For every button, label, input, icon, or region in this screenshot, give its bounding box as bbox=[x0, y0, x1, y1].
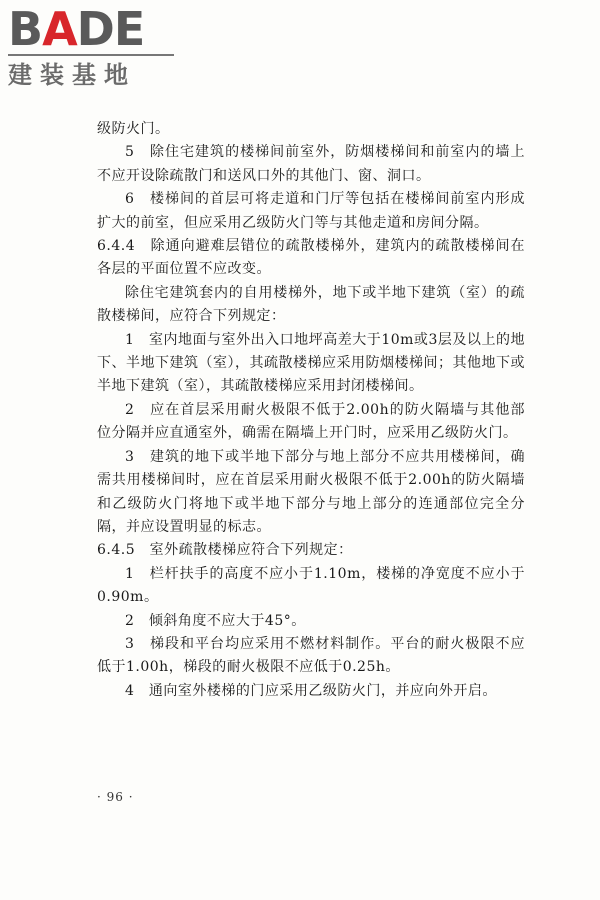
paragraph: 3 梯段和平台均应采用不燃材料制作。平台的耐火极限不应低于1.00h，梯段的耐火极限不应低于0.25h。 bbox=[97, 635, 525, 676]
paragraph: 2 应在首层采用耐火极限不低于2.00h的防火隔墙与其他部位分隔并应直通室外，确需在隔墙上开门时，应采用乙级防火门。 bbox=[97, 401, 525, 442]
logo-wordmark: BADE bbox=[8, 2, 145, 56]
paragraph: 除住宅建筑套内的自用楼梯外，地下或半地下建筑（室）的疏散楼梯间，应符合下列规定： bbox=[97, 284, 525, 325]
paragraph: 2 倾斜角度不应大于45°。 bbox=[125, 612, 306, 629]
clause-heading-6-4-5: 6.4.5 室外疏散楼梯应符合下列规定： bbox=[97, 542, 353, 559]
brand-logo bbox=[8, 2, 178, 89]
paragraph: 1 栏杆扶手的高度不应小于1.10m，楼梯的净宽度不应小于0.90m。 bbox=[97, 565, 525, 606]
paragraph: 6 楼梯间的首层可将走道和门厅等包括在楼梯间前室内形成扩大的前室，但应采用乙级防火门等与其他走道和房间分隔。 bbox=[97, 191, 525, 231]
paragraph: 3 建筑的地下或半地下部分与地上部分不应共用楼梯间，确需共用楼梯间时，应在首层采用耐火极限不低于2.00h的防火隔墙和乙级防火门将地下或半地下部分与地上部分的连通部位完全分隔，并应设置明显的标志。 bbox=[97, 448, 525, 535]
document-body bbox=[97, 118, 525, 703]
page-number: · 96 · bbox=[97, 790, 134, 804]
paragraph: 4 通向室外楼梯的门应采用乙级防火门，并应向外开启。 bbox=[125, 682, 497, 699]
paragraph: 5 除住宅建筑的楼梯间前室外，防烟楼梯间和前室内的墙上不应开设除疏散门和送风口外的其他门、窗、洞口。 bbox=[97, 144, 525, 184]
paragraph: 1 室内地面与室外出入口地坪高差大于10m或3层及以上的地下、半地下建筑（室），其疏散楼梯应采用防烟楼梯间；其他地下或半地下建筑（室），其疏散楼梯应采用封闭楼梯间。 bbox=[97, 331, 525, 395]
logo-subtitle: 建装基地 bbox=[8, 61, 136, 89]
paragraph: 级防火门。 bbox=[97, 121, 170, 137]
clause-heading-6-4-4: 6.4.4 除通向避难层错位的疏散楼梯外，建筑内的疏散楼梯间在各层的平面位置不应改变。 bbox=[97, 238, 525, 278]
